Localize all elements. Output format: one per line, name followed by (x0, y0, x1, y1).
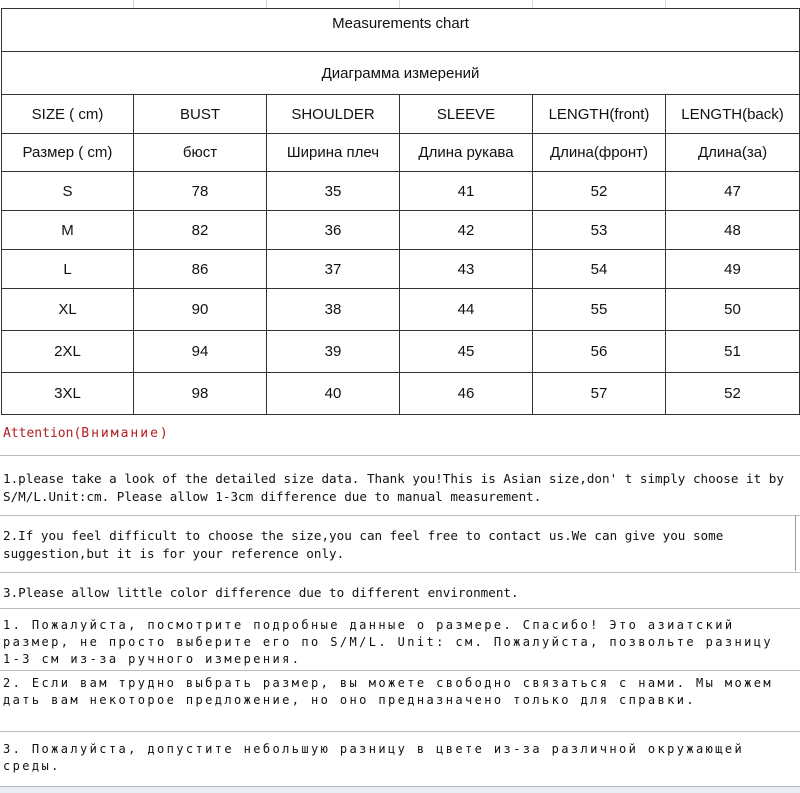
value-cell: 82 (134, 211, 267, 250)
separator (0, 515, 800, 516)
separator (0, 572, 800, 573)
value-cell: 37 (267, 250, 400, 289)
value-cell: 50 (666, 289, 800, 331)
header-cell: бюст (134, 134, 267, 172)
table-row (2, 172, 800, 211)
header-cell: BUST (134, 95, 267, 134)
value-cell: 54 (533, 250, 666, 289)
table-row (2, 211, 800, 250)
gridline (665, 0, 666, 8)
size-cell: 3XL (2, 373, 134, 415)
size-cell: M (2, 211, 134, 250)
value-cell: 46 (400, 373, 533, 415)
value-cell: 43 (400, 250, 533, 289)
value-cell: 48 (666, 211, 800, 250)
note-ru-3: 3. Пожалуйста, допустите небольшую разницу в цвете из-за различной окружающей среды. (3, 742, 745, 773)
note-en-1: 1.please take a look of the detailed size data. Thank you!This is Asian size,don' t simply choose it by S/M/L.Unit:cm. Please allow 1-3cm difference due to manual measurement. (3, 471, 784, 504)
value-cell: 35 (267, 172, 400, 211)
separator (0, 731, 800, 732)
header-cell: SHOULDER (267, 95, 400, 134)
separator (0, 670, 800, 671)
header-cell: Ширина плеч (267, 134, 400, 172)
attention-ru: Внимание) (81, 426, 170, 441)
value-cell: 45 (400, 331, 533, 373)
header-row-en (2, 95, 800, 134)
value-cell: 40 (267, 373, 400, 415)
value-cell: 47 (666, 172, 800, 211)
header-cell: Длина(за) (666, 134, 800, 172)
header-cell: LENGTH(back) (666, 95, 800, 134)
header-cell: SLEEVE (400, 95, 533, 134)
value-cell: 42 (400, 211, 533, 250)
value-cell: 90 (134, 289, 267, 331)
value-cell: 38 (267, 289, 400, 331)
header-cell: Длина(фронт) (533, 134, 666, 172)
measurements-table (1, 8, 800, 415)
separator (0, 455, 800, 456)
value-cell: 51 (666, 331, 800, 373)
header-cell: Размер ( cm) (2, 134, 134, 172)
value-cell: 52 (533, 172, 666, 211)
value-cell: 94 (134, 331, 267, 373)
header-cell: LENGTH(front) (533, 95, 666, 134)
value-cell: 53 (533, 211, 666, 250)
attention-en: Attention( (3, 426, 82, 441)
note-en-2: 2.If you feel difficult to choose the size,you can feel free to contact us.We can give you some suggestion,but it is for your reference only. (3, 528, 724, 561)
value-cell: 55 (533, 289, 666, 331)
size-cell: S (2, 172, 134, 211)
note-en-3: 3.Please allow little color difference due to different environment. (3, 585, 519, 600)
value-cell: 44 (400, 289, 533, 331)
value-cell: 49 (666, 250, 800, 289)
separator (0, 608, 800, 609)
value-cell: 41 (400, 172, 533, 211)
gridline (133, 0, 134, 8)
value-cell: 52 (666, 373, 800, 415)
size-cell: 2XL (2, 331, 134, 373)
table-row (2, 373, 800, 415)
table-title-ru: Диаграмма измерений (2, 52, 800, 95)
note-ru-2: 2. Если вам трудно выбрать размер, вы можете свободно связаться с нами. Мы можем дать вам некоторое предложение, но оно предназначено только для справки. (3, 676, 773, 707)
attention-heading (3, 426, 170, 441)
gridline (266, 0, 267, 8)
size-cell: XL (2, 289, 134, 331)
header-cell: SIZE ( cm) (2, 95, 134, 134)
value-cell: 98 (134, 373, 267, 415)
header-cell: Длина рукава (400, 134, 533, 172)
note-ru-1: 1. Пожалуйста, посмотрите подробные данные о размере. Спасибо! Это азиатский размер, не просто выберите его по S/M/L. Unit: см. Пожалуйста, позвольте разницу 1-3 см из-за ручного измерения. (3, 618, 773, 666)
value-cell: 86 (134, 250, 267, 289)
table-row (2, 250, 800, 289)
gridline (532, 0, 533, 8)
separator (795, 515, 800, 571)
value-cell: 78 (134, 172, 267, 211)
value-cell: 39 (267, 331, 400, 373)
table-row (2, 289, 800, 331)
value-cell: 36 (267, 211, 400, 250)
gridline (399, 0, 400, 8)
value-cell: 57 (533, 373, 666, 415)
size-cell: L (2, 250, 134, 289)
table-row (2, 331, 800, 373)
table-title-en: Measurements chart (2, 9, 800, 52)
value-cell: 56 (533, 331, 666, 373)
header-row-ru (2, 134, 800, 172)
